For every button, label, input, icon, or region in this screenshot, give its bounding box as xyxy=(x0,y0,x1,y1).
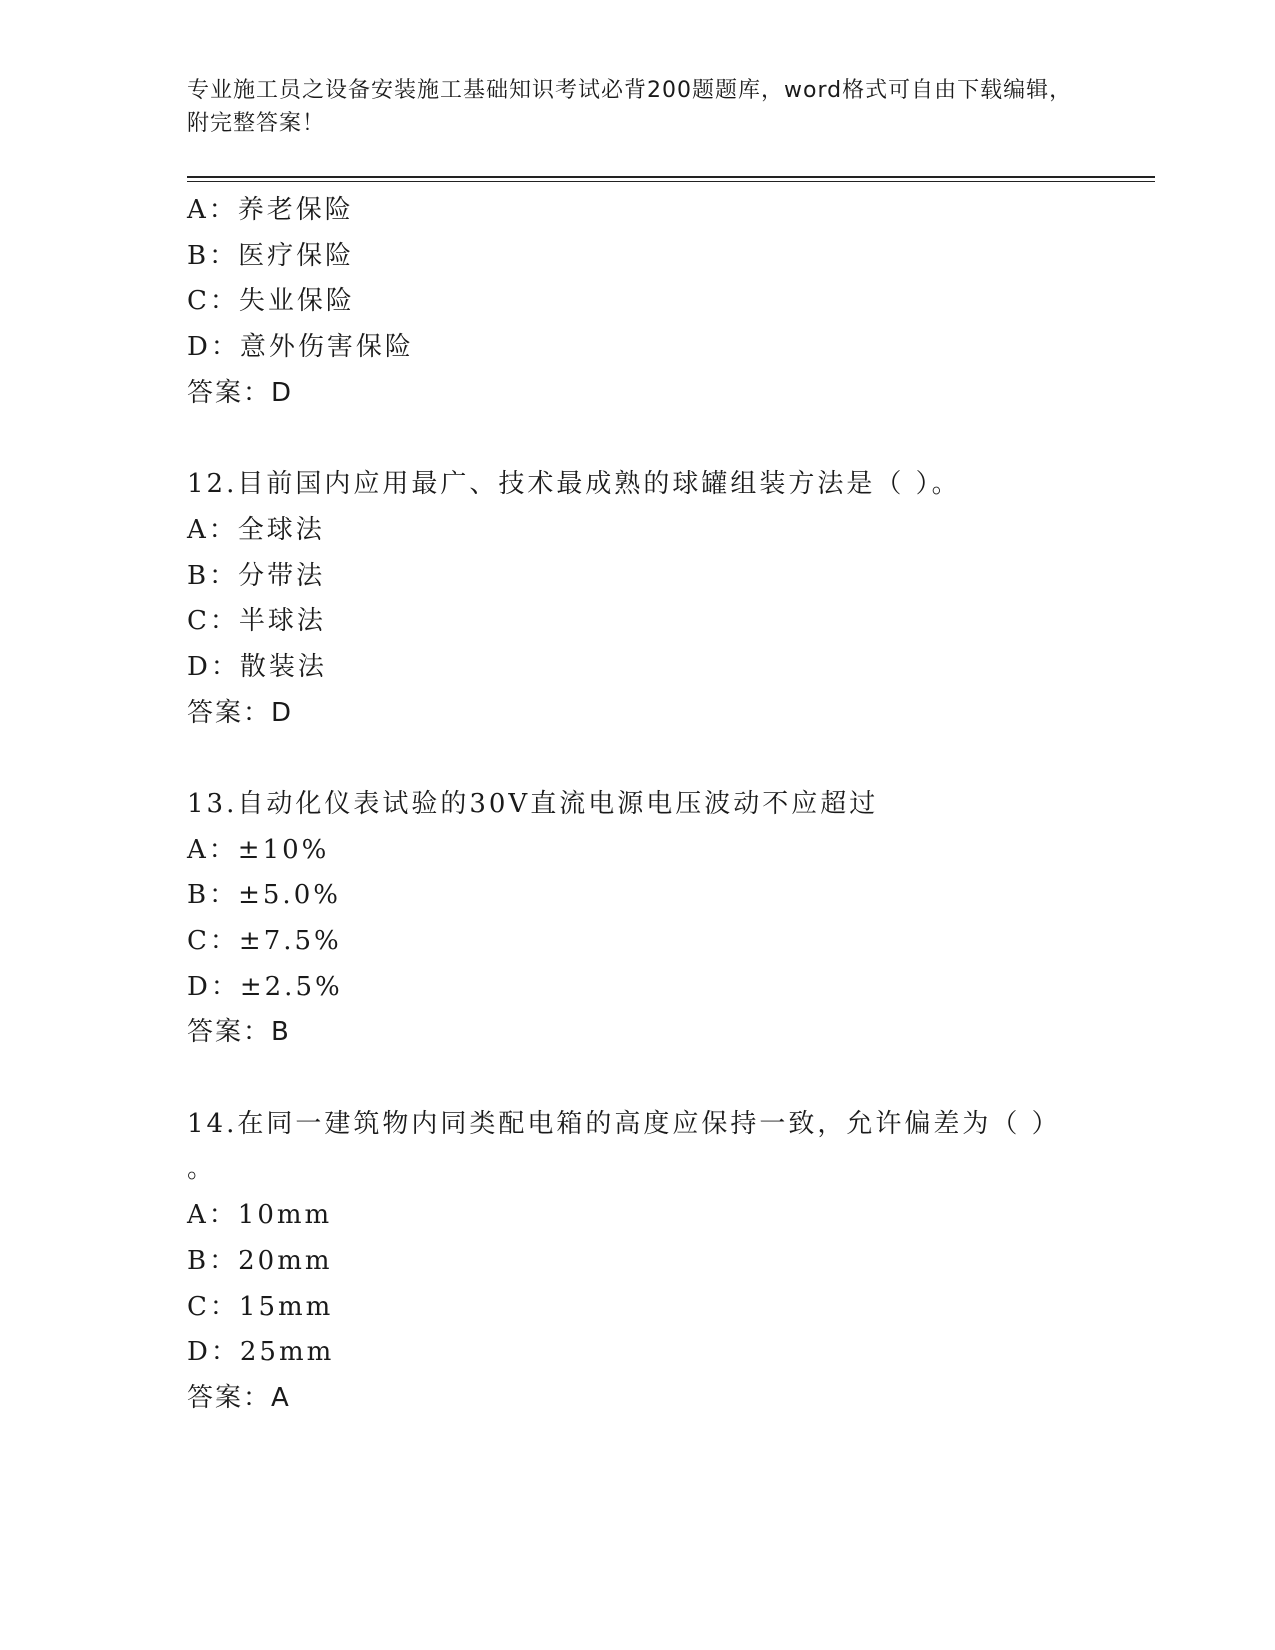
option-c xyxy=(187,279,1087,325)
option-text: 意外伤害保险 xyxy=(239,332,414,363)
option-text: 15mm xyxy=(238,1291,334,1322)
question-11 xyxy=(187,188,1087,416)
option-d xyxy=(187,325,1087,371)
option-letter: B： xyxy=(187,240,239,271)
option-text: 散装法 xyxy=(239,651,327,682)
option-letter: A： xyxy=(187,1200,238,1231)
option-text: ±7.5% xyxy=(238,926,342,956)
option-letter: C： xyxy=(187,286,239,317)
header-divider-thin xyxy=(187,181,1155,182)
option-c xyxy=(187,1285,1087,1331)
answer-line: 答案：B xyxy=(187,1017,291,1048)
option-letter: B： xyxy=(187,1245,239,1276)
option-c xyxy=(187,599,1087,645)
option-text: 失业保险 xyxy=(238,286,355,317)
question-text: 13.自动化仪表试验的30V直流电源电压波动不应超过 xyxy=(187,788,879,819)
option-b xyxy=(187,873,1087,919)
answer-line: 答案：A xyxy=(187,1382,291,1413)
option-letter: C： xyxy=(187,606,239,637)
option-text: 全球法 xyxy=(237,514,325,545)
option-a xyxy=(187,828,1087,874)
option-d xyxy=(187,645,1087,691)
option-a xyxy=(187,508,1087,554)
option-a xyxy=(187,1193,1087,1239)
option-b xyxy=(187,554,1087,600)
answer-line: 答案：D xyxy=(187,377,294,408)
option-text: 医疗保险 xyxy=(238,240,355,271)
option-letter: B： xyxy=(187,560,239,591)
question-content xyxy=(187,188,1087,1422)
option-b xyxy=(187,1239,1087,1285)
spacer xyxy=(187,736,1087,782)
answer-line: 答案：D xyxy=(187,697,294,728)
question-text: 14.在同一建筑物内同类配电箱的高度应保持一致，允许偏差为（ ） xyxy=(187,1108,1061,1139)
option-letter: B： xyxy=(187,880,239,911)
option-d xyxy=(187,965,1087,1011)
option-letter: D： xyxy=(187,1337,240,1368)
option-letter: D： xyxy=(187,971,240,1002)
option-text: 25mm xyxy=(239,1337,335,1368)
question-13 xyxy=(187,782,1087,1056)
option-text: ±5.0% xyxy=(238,880,341,911)
question-text: 12.目前国内应用最广、技术最成熟的球罐组装方法是（ ）。 xyxy=(187,469,961,500)
option-letter: D： xyxy=(187,332,240,363)
option-a xyxy=(187,188,1087,234)
header-divider-thick xyxy=(187,176,1155,178)
document-header: 专业施工员之设备安装施工基础知识考试必背200题题库，word格式可自由下载编辑，附完整答案！ xyxy=(187,78,1073,136)
option-text: ±2.5% xyxy=(239,971,343,1002)
option-letter: A： xyxy=(187,834,238,865)
option-letter: C： xyxy=(187,926,239,956)
option-letter: A： xyxy=(187,195,238,225)
option-text: 半球法 xyxy=(238,606,326,637)
spacer xyxy=(187,1056,1087,1102)
option-text: 分带法 xyxy=(238,560,326,591)
option-letter: C： xyxy=(187,1291,239,1322)
option-letter: A： xyxy=(187,514,238,545)
spacer xyxy=(187,416,1087,462)
option-text: ±10% xyxy=(237,834,330,865)
option-c xyxy=(187,919,1087,965)
question-14 xyxy=(187,1102,1087,1422)
option-text: 20mm xyxy=(238,1245,333,1276)
option-d xyxy=(187,1330,1087,1376)
question-text-continued: 。 xyxy=(187,1154,217,1185)
option-text: 养老保险 xyxy=(237,195,354,225)
option-text: 10mm xyxy=(237,1200,333,1231)
question-12 xyxy=(187,462,1087,736)
option-letter: D： xyxy=(187,651,240,682)
option-b xyxy=(187,234,1087,280)
